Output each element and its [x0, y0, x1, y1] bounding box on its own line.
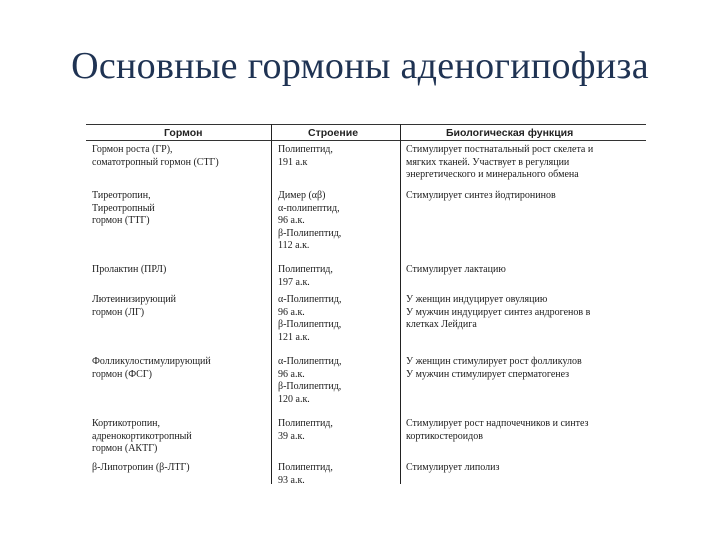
- structure-cell-line: α-Полипептид,: [278, 356, 342, 367]
- function-cell-line: У мужчин индуцирует синтез андрогенов в: [406, 306, 591, 318]
- structure-cell: [278, 144, 402, 169]
- structure-cell-line: 191 а.к: [278, 156, 308, 168]
- hormone-cell-line: гормон (ЛГ): [92, 306, 145, 318]
- function-cell-line: Стимулирует лактацию: [406, 264, 506, 275]
- structure-cell-line: β-Полипептид,: [278, 227, 342, 239]
- structure-cell-line: Полипептид,: [278, 418, 333, 429]
- structure-cell: [278, 190, 402, 253]
- structure-cell-line: 121 а.к.: [278, 331, 310, 343]
- hormone-cell: [92, 294, 272, 319]
- function-cell: [406, 190, 642, 203]
- structure-cell: [278, 418, 402, 443]
- structure-cell-line: 96 а.к.: [278, 368, 305, 380]
- header-structure: Строение: [308, 127, 359, 139]
- hormone-cell: [92, 264, 272, 277]
- function-cell: [406, 356, 642, 381]
- hormone-cell-line: Гормон роста (ГР),: [92, 144, 173, 155]
- hormone-table: [86, 124, 646, 484]
- structure-cell-line: 96 а.к.: [278, 306, 305, 318]
- header-hormone: Гормон: [164, 127, 203, 139]
- function-cell: [406, 418, 642, 443]
- function-cell: [406, 462, 642, 475]
- function-cell-line: Стимулирует синтез йодтиронинов: [406, 190, 556, 201]
- hormone-cell-line: соматотропный гормон (СТГ): [92, 156, 219, 168]
- hormone-cell: [92, 462, 272, 475]
- structure-cell-line: 93 а.к.: [278, 474, 305, 484]
- hormone-cell-line: Лютеинизирующий: [92, 294, 177, 305]
- structure-cell-line: β-Полипептид,: [278, 319, 342, 331]
- structure-cell-line: 96 а.к.: [278, 215, 305, 227]
- table-top-rule: [86, 124, 646, 125]
- hormone-cell-line: гормон (ТТГ): [92, 215, 150, 227]
- function-cell-line: У мужчин стимулирует сперматогенез: [406, 368, 570, 380]
- structure-cell-line: 197 а.к.: [278, 276, 310, 288]
- function-cell: [406, 264, 642, 277]
- structure-cell-line: 112 а.к.: [278, 240, 310, 252]
- structure-cell-line: α-полипептид,: [278, 202, 340, 214]
- header-rule: [86, 140, 646, 141]
- structure-cell: [278, 264, 402, 289]
- structure-cell: [278, 356, 402, 406]
- hormone-cell-line: Пролактин (ПРЛ): [92, 264, 167, 275]
- structure-cell-line: Полипептид,: [278, 462, 333, 473]
- structure-cell-line: 120 а.к.: [278, 393, 310, 405]
- structure-cell-line: Димер (αβ): [278, 190, 326, 201]
- hormone-cell-line: Тиреотропин,: [92, 190, 151, 201]
- function-cell-line: клетках Лейдига: [406, 319, 477, 331]
- function-cell: [406, 144, 642, 182]
- structure-cell-line: α-Полипептид,: [278, 294, 342, 305]
- structure-cell: [278, 294, 402, 344]
- structure-cell-line: 39 а.к.: [278, 430, 305, 442]
- function-cell-line: Стимулирует постнатальный рост скелета и: [406, 144, 594, 155]
- function-cell-line: кортикостероидов: [406, 430, 483, 442]
- hormone-cell: [92, 356, 272, 381]
- page-title: Основные гормоны аденогипофиза: [71, 45, 649, 87]
- hormone-cell: [92, 144, 272, 169]
- function-cell-line: энергетического и минерального обмена: [406, 169, 579, 181]
- function-cell: [406, 294, 642, 332]
- structure-cell-line: β-Полипептид,: [278, 381, 342, 393]
- structure-cell-line: Полипептид,: [278, 144, 333, 155]
- function-cell-line: Стимулирует рост надпочечников и синтез: [406, 418, 589, 429]
- hormone-cell: [92, 418, 272, 456]
- hormone-cell-line: гормон (ФСГ): [92, 368, 152, 380]
- hormone-cell-line: адренокортикотропный: [92, 430, 192, 442]
- structure-cell-line: Полипептид,: [278, 264, 333, 275]
- hormone-cell-line: гормон (АКТГ): [92, 443, 158, 455]
- structure-cell: [278, 462, 402, 484]
- function-cell-line: У женщин стимулирует рост фолликулов: [406, 356, 582, 367]
- hormone-cell-line: β-Липотропин (β-ЛТГ): [92, 462, 190, 473]
- function-cell-line: У женщин индуцирует овуляцию: [406, 294, 548, 305]
- header-function: Биологическая функция: [446, 127, 574, 139]
- function-cell-line: мягких тканей. Участвует в регуляции: [406, 156, 570, 168]
- function-cell-line: Стимулирует липолиз: [406, 462, 500, 473]
- hormone-cell-line: Фолликулостимулирующий: [92, 356, 211, 367]
- hormone-cell-line: Тиреотропный: [92, 202, 155, 214]
- hormone-cell-line: Кортикотропин,: [92, 418, 161, 429]
- hormone-cell: [92, 190, 272, 228]
